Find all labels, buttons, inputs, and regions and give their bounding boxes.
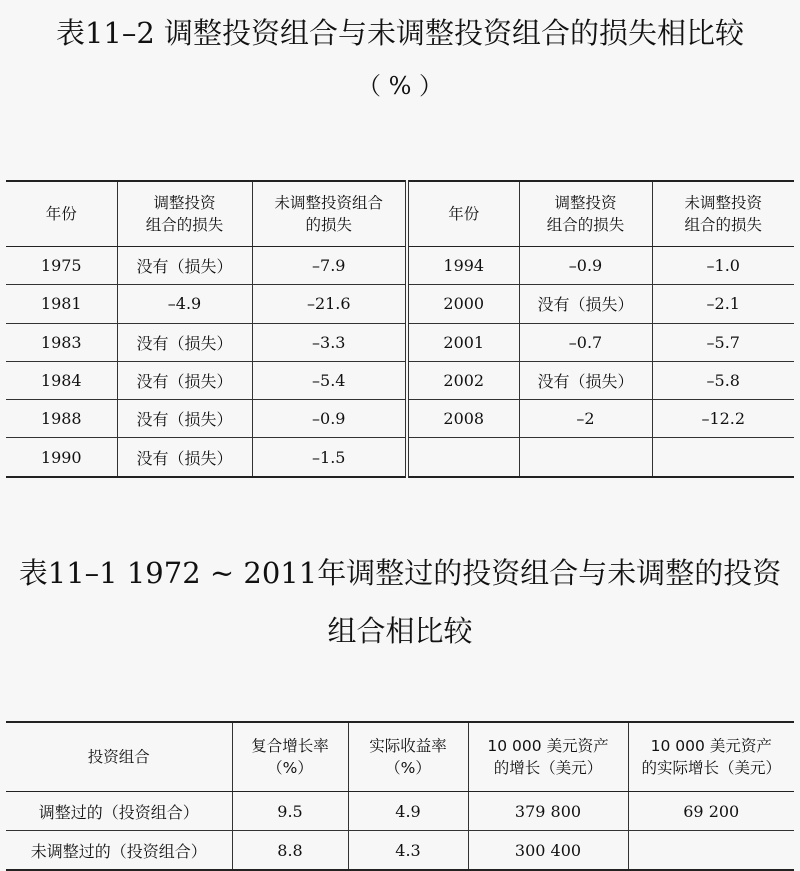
header-year-left: 年份: [6, 181, 117, 247]
header-line: 10 000 美元资产: [487, 736, 609, 755]
year-cell: 1988: [6, 400, 117, 438]
adjusted-loss-cell: –0.9: [519, 247, 652, 285]
unadjusted-loss-cell: –3.3: [252, 323, 407, 361]
header-line: 组合的损失: [546, 216, 625, 234]
year-cell: 2008: [407, 400, 519, 438]
adjusted-loss-cell: [519, 438, 652, 477]
adjusted-loss-cell: –2: [519, 400, 652, 438]
table-row: [6, 400, 794, 438]
year-cell: 1975: [6, 247, 117, 285]
adjusted-loss-cell: 没有（损失）: [519, 285, 652, 323]
year-cell: 1984: [6, 361, 117, 399]
unadjusted-loss-cell: –1.0: [652, 247, 794, 285]
unadjusted-loss-cell: –5.8: [652, 361, 794, 399]
table-11-2: [6, 180, 794, 478]
adjusted-loss-cell: –4.9: [117, 285, 252, 323]
year-cell: [407, 438, 519, 477]
real-growth-cell: [628, 831, 794, 871]
header-portfolio: 投资组合: [6, 722, 232, 792]
header-unadjusted-loss-left: [252, 181, 407, 247]
header-line: 的实际增长（美元）: [641, 759, 781, 777]
table-row: [6, 285, 794, 323]
table-11-2-title: 表11–2 调整投资组合与未调整投资组合的损失相比较: [55, 16, 745, 50]
header-line: 复合增长率: [251, 736, 329, 755]
table-11-1-title-line2: 组合相比较: [327, 614, 473, 648]
table-row: [6, 438, 794, 477]
header-line: 调整投资: [153, 193, 216, 212]
header-line: 调整投资: [554, 193, 617, 212]
adjusted-loss-cell: 没有（损失）: [117, 361, 252, 399]
table-11-1: [6, 721, 794, 871]
header-line: 未调整投资: [684, 193, 762, 212]
header-adjusted-loss-right: [519, 181, 652, 247]
year-cell: 1983: [6, 323, 117, 361]
header-real-return: [348, 722, 468, 792]
header-line: 的增长（美元）: [493, 759, 603, 777]
real-return-cell: 4.3: [348, 831, 468, 871]
unadjusted-loss-cell: [652, 438, 794, 477]
unadjusted-loss-cell: –21.6: [252, 285, 407, 323]
table-row: [6, 323, 794, 361]
header-cagr: [232, 722, 348, 792]
adjusted-loss-cell: 没有（损失）: [117, 247, 252, 285]
unadjusted-loss-cell: –0.9: [252, 400, 407, 438]
real-growth-cell: 69 200: [628, 792, 794, 831]
header-line: 组合的损失: [684, 216, 762, 234]
growth-cell: 300 400: [468, 831, 628, 871]
year-cell: 2000: [407, 285, 519, 323]
year-cell: 1981: [6, 285, 117, 323]
header-line: （%）: [267, 759, 313, 777]
table-row: [6, 247, 794, 285]
portfolio-cell: 未调整过的（投资组合）: [6, 831, 232, 871]
header-year-right: 年份: [407, 181, 519, 247]
unadjusted-loss-cell: –7.9: [252, 247, 407, 285]
header-adjusted-loss-left: [117, 181, 252, 247]
header-unadjusted-loss-right: [652, 181, 794, 247]
unadjusted-loss-cell: –2.1: [652, 285, 794, 323]
header-line: 组合的损失: [145, 216, 224, 234]
table-row: [6, 361, 794, 399]
adjusted-loss-cell: 没有（损失）: [117, 438, 252, 477]
year-cell: 2001: [407, 323, 519, 361]
table-header-row: [6, 722, 794, 792]
year-cell: 1990: [6, 438, 117, 477]
unadjusted-loss-cell: –5.7: [652, 323, 794, 361]
unadjusted-loss-cell: –5.4: [252, 361, 407, 399]
table-11-1-title: 表11–1 1972 ~ 2011年调整过的投资组合与未调整的投资: [18, 556, 782, 590]
header-line: 的损失: [305, 216, 352, 234]
adjusted-loss-cell: –0.7: [519, 323, 652, 361]
year-cell: 2002: [407, 361, 519, 399]
cagr-cell: 9.5: [232, 792, 348, 831]
table-11-2-unit: （ % ）: [356, 72, 444, 100]
table-row: [6, 792, 794, 831]
unadjusted-loss-cell: –1.5: [252, 438, 407, 477]
growth-cell: 379 800: [468, 792, 628, 831]
header-line: 10 000 美元资产: [650, 736, 772, 755]
header-real-growth: [628, 722, 794, 792]
real-return-cell: 4.9: [348, 792, 468, 831]
unadjusted-loss-cell: –12.2: [652, 400, 794, 438]
adjusted-loss-cell: 没有（损失）: [519, 361, 652, 399]
header-line: （%）: [385, 759, 431, 777]
table-header-row: [6, 181, 794, 247]
adjusted-loss-cell: 没有（损失）: [117, 323, 252, 361]
adjusted-loss-cell: 没有（损失）: [117, 400, 252, 438]
cagr-cell: 8.8: [232, 831, 348, 871]
year-cell: 1994: [407, 247, 519, 285]
table-row: [6, 831, 794, 871]
portfolio-cell: 调整过的（投资组合）: [6, 792, 232, 831]
header-growth: [468, 722, 628, 792]
header-line: 未调整投资组合: [274, 193, 383, 212]
header-line: 实际收益率: [369, 736, 447, 755]
